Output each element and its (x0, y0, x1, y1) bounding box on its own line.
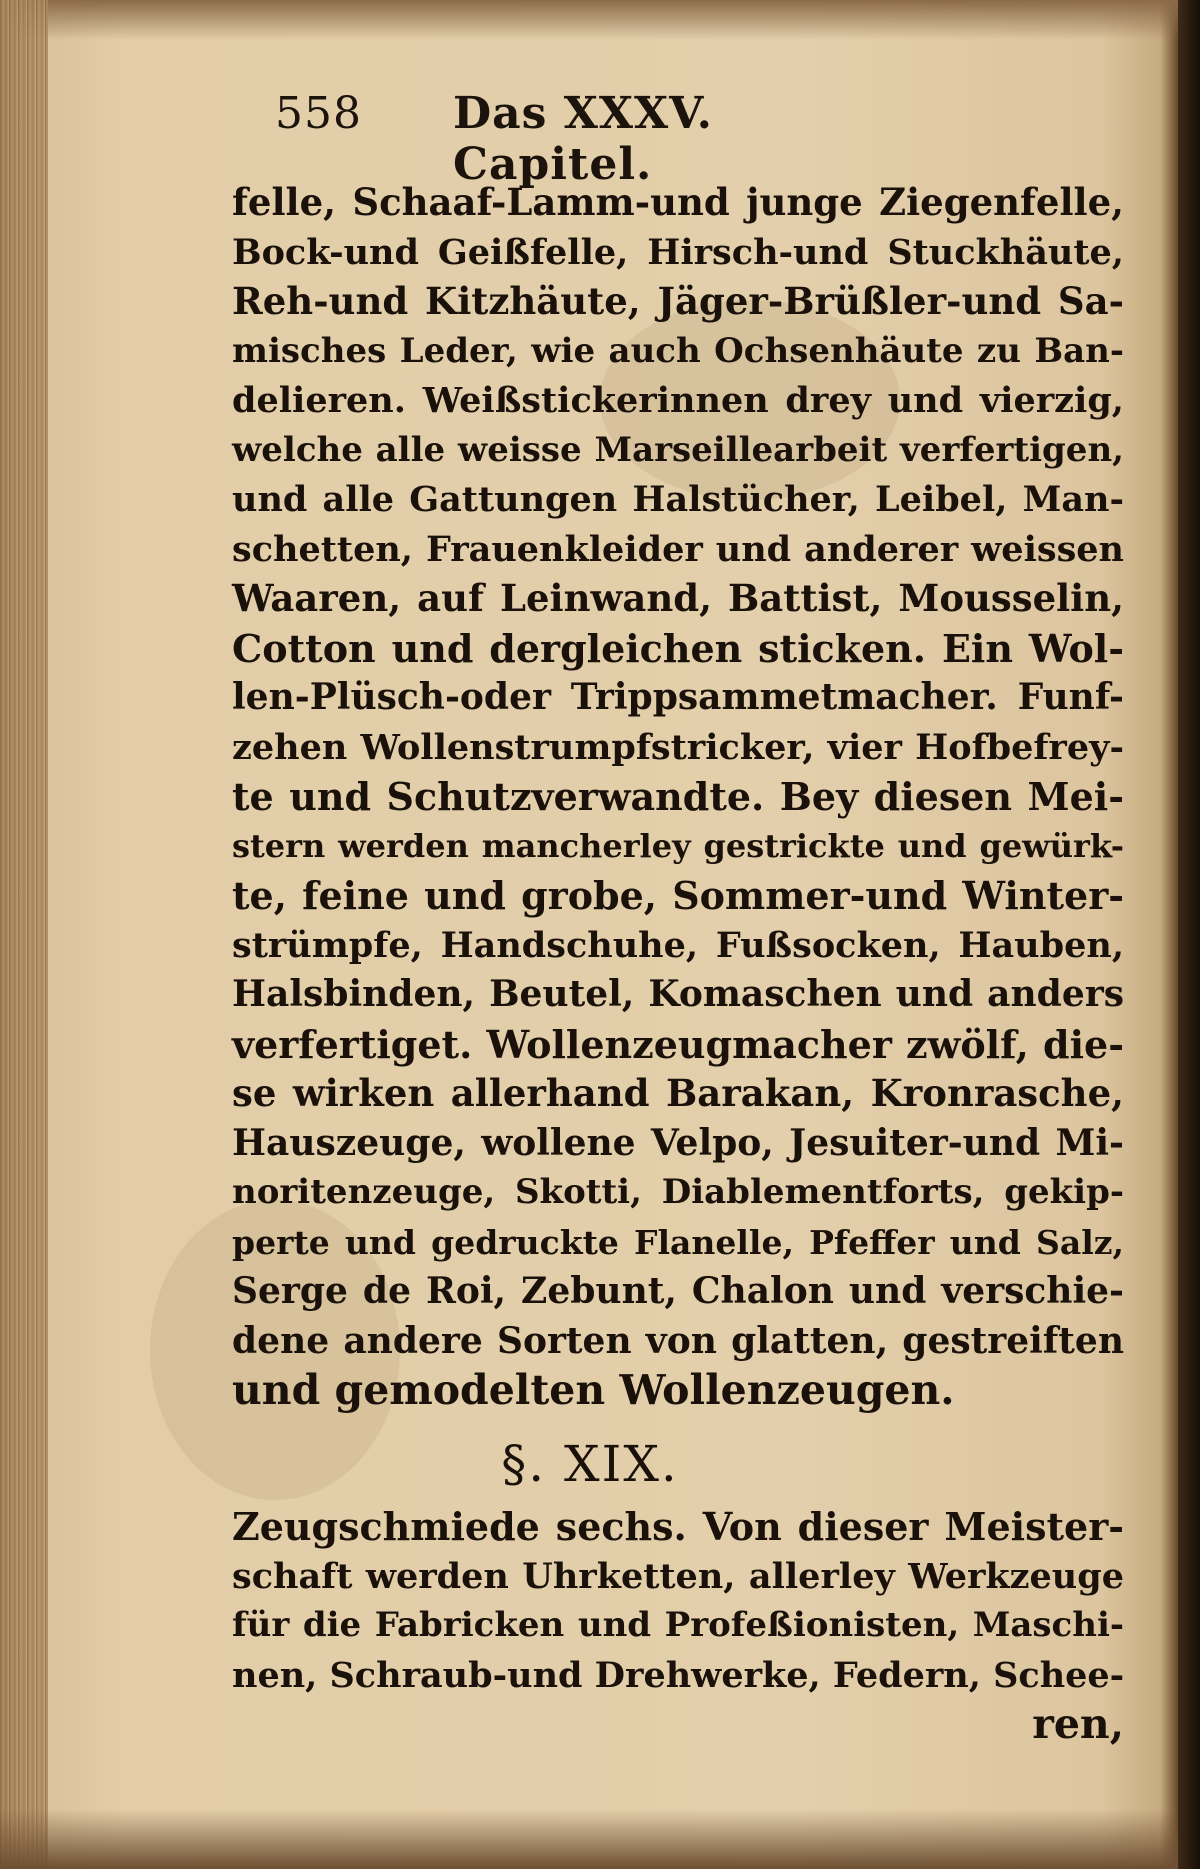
text-line: und gemodelten Wollenzeugen. (232, 1366, 955, 1414)
text-line: welche alle weisse Marseillearbeit verfertigen, (232, 429, 1124, 470)
text-line: len-Plüsch-oder Trippsammetmacher. Funf- (232, 676, 1124, 718)
text-line: Zeugschmiede sechs. Von dieser Meister- (232, 1504, 1124, 1549)
text-line: Waaren, auf Leinwand, Battist, Mousselin, (232, 576, 1124, 620)
text-line: nen, Schraub-und Drehwerke, Federn, Schee- (232, 1654, 1125, 1696)
catchword: ren, (1032, 1700, 1124, 1748)
text-line: und alle Gattungen Halstücher, Leibel, Man- (232, 479, 1124, 520)
text-line: Halsbinden, Beutel, Komaschen und anders (232, 973, 1124, 1015)
text-line: te und Schutzverwandte. Bey diesen Mei- (232, 774, 1124, 819)
text-line: delieren. Weißstickerinnen drey und vierzig, (232, 380, 1124, 421)
paragraph-2 (232, 1502, 1124, 1750)
text-line: Hauszeuge, wollene Velpo, Jesuiter-und Mi- (232, 1121, 1124, 1164)
section-heading: §. XIX. (501, 1435, 679, 1493)
page-header (275, 88, 915, 190)
text-line: Bock-und Geißfelle, Hirsch-und Stuckhäute, (232, 231, 1124, 273)
text-line: zehen Wollenstrumpfstricker, vier Hofbefrey- (232, 726, 1124, 768)
page-number: 558 (275, 88, 362, 139)
text-line: schetten, Frauenkleider und anderer weissen (232, 528, 1124, 570)
page-stack-edge (0, 0, 48, 1869)
text-line: perte und gedruckte Flanelle, Pfeffer und Salz, (232, 1222, 1124, 1262)
text-line: verfertiget. Wollenzeugmacher zwölf, die- (232, 1021, 1124, 1067)
text-line: misches Leder, wie auch Ochsenhäute zu Ban- (232, 330, 1124, 371)
text-line: te, feine und grobe, Sommer-und Winter- (232, 873, 1124, 918)
text-line: Reh-und Kitzhäute, Jäger-Brüßler-und Sa- (232, 279, 1124, 323)
text-line: für die Fabricken und Profeßionisten, Maschi- (232, 1605, 1124, 1645)
paragraph-1 (232, 178, 1124, 1416)
text-line: felle, Schaaf-Lamm-und junge Ziegenfelle, (232, 180, 1124, 224)
book-binding (1178, 0, 1200, 1869)
text-line: schaft werden Uhrketten, allerley Werkzeuge (232, 1555, 1124, 1597)
running-title: Das XXXV. Capitel. (453, 88, 713, 190)
text-line: noritenzeuge, Skotti, Diablementforts, gekip- (232, 1172, 1124, 1212)
text-line: Serge de Roi, Zebunt, Chalon und verschie- (232, 1270, 1124, 1312)
text-line: Cotton und dergleichen sticken. Ein Wol- (232, 625, 1124, 671)
text-line: strümpfe, Handschuhe, Fußsocken, Hauben, (232, 924, 1124, 966)
text-line: se wirken allerhand Barakan, Kronrasche, (232, 1071, 1124, 1115)
text-line: dene andere Sorten von glatten, gestreiften (232, 1319, 1124, 1362)
text-line: stern werden mancherley gestrickte und gewürk- (232, 826, 1124, 865)
